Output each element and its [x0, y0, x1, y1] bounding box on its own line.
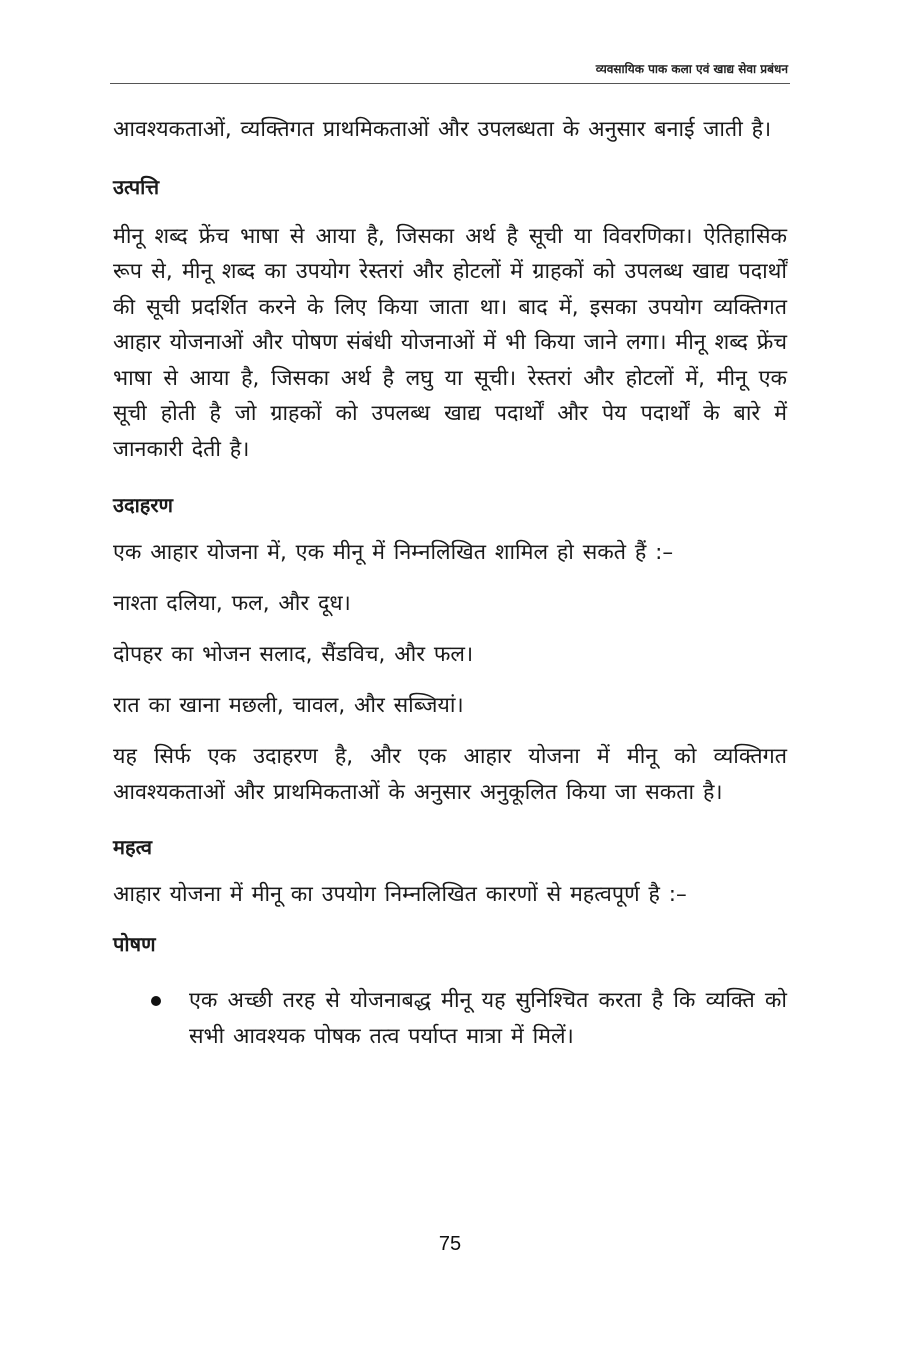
- importance-heading: महत्व: [113, 835, 152, 859]
- importance-intro: आहार योजना में मीनू का उपयोग निम्नलिखित कारणों से महत्वपूर्ण है :–: [113, 882, 687, 907]
- origin-heading: उत्पत्ति: [113, 174, 160, 199]
- example-item-dinner: रात का खाना मछली, चावल, और सब्जियां।: [113, 693, 464, 718]
- nutrition-heading: पोषण: [113, 932, 156, 956]
- example-closing: यह सिर्फ एक उदाहरण है, और एक आहार योजना में मीनू को व्यक्तिगत आवश्यकताओं और प्राथमिकताओं के अनुसार अनुकूलित किया जा सकता है।: [113, 744, 787, 805]
- example-intro: एक आहार योजना में, एक मीनू में निम्नलिखित शामिल हो सकते हैं :–: [113, 540, 674, 565]
- intro-paragraph: आवश्यकताओं, व्यक्तिगत प्राथमिकताओं और उपलब्धता के अनुसार बनाई जाती है।: [113, 117, 772, 142]
- example-item-breakfast: नाश्ता दलिया, फल, और दूध।: [113, 591, 351, 616]
- page-body: [113, 112, 787, 1054]
- example-item-lunch: दोपहर का भोजन सलाद, सैंडविच, और फल।: [113, 642, 474, 667]
- bullet-text: एक अच्छी तरह से योजनाबद्ध मीनू यह सुनिश्चित करता है कि व्यक्ति को सभी आवश्यक पोषक तत्व पर्याप्त मात्रा में मिलें।: [189, 988, 787, 1049]
- example-heading: उदाहरण: [113, 493, 174, 517]
- bullet-icon: [151, 996, 161, 1006]
- running-header: व्यवसायिक पाक कला एवं खाद्य सेवा प्रबंधन: [595, 62, 788, 76]
- nutrition-bullet-list: [113, 983, 787, 1054]
- page-number: 75: [438, 1233, 462, 1255]
- header-rule: [110, 83, 790, 84]
- origin-paragraph: मीनू शब्द फ्रेंच भाषा से आया है, जिसका अर्थ है सूची या विवरणिका। ऐतिहासिक रूप से, मीनू शब्द का उपयोग रेस्तरां और होटलों में ग्राहकों को उपलब्ध खाद्य पदार्थों की सूची प्रदर्शित करने के लिए किया जाता था। बाद में, इसका उपयोग व्यक्तिगत आहार योजनाओं और पोषण संबंधी योजनाओं में भी किया जाने लगा। मीनू शब्द फ्रेंच भाषा से आया है, जिसका अर्थ है लघु या सूची। रेस्तरां और होटलों में, मीनू एक सूची होती है जो ग्राहकों को उपलब्ध खाद्य पदार्थों और पेय पदार्थों के बारे में जानकारी देती है।: [113, 223, 787, 462]
- list-item: [113, 983, 787, 1054]
